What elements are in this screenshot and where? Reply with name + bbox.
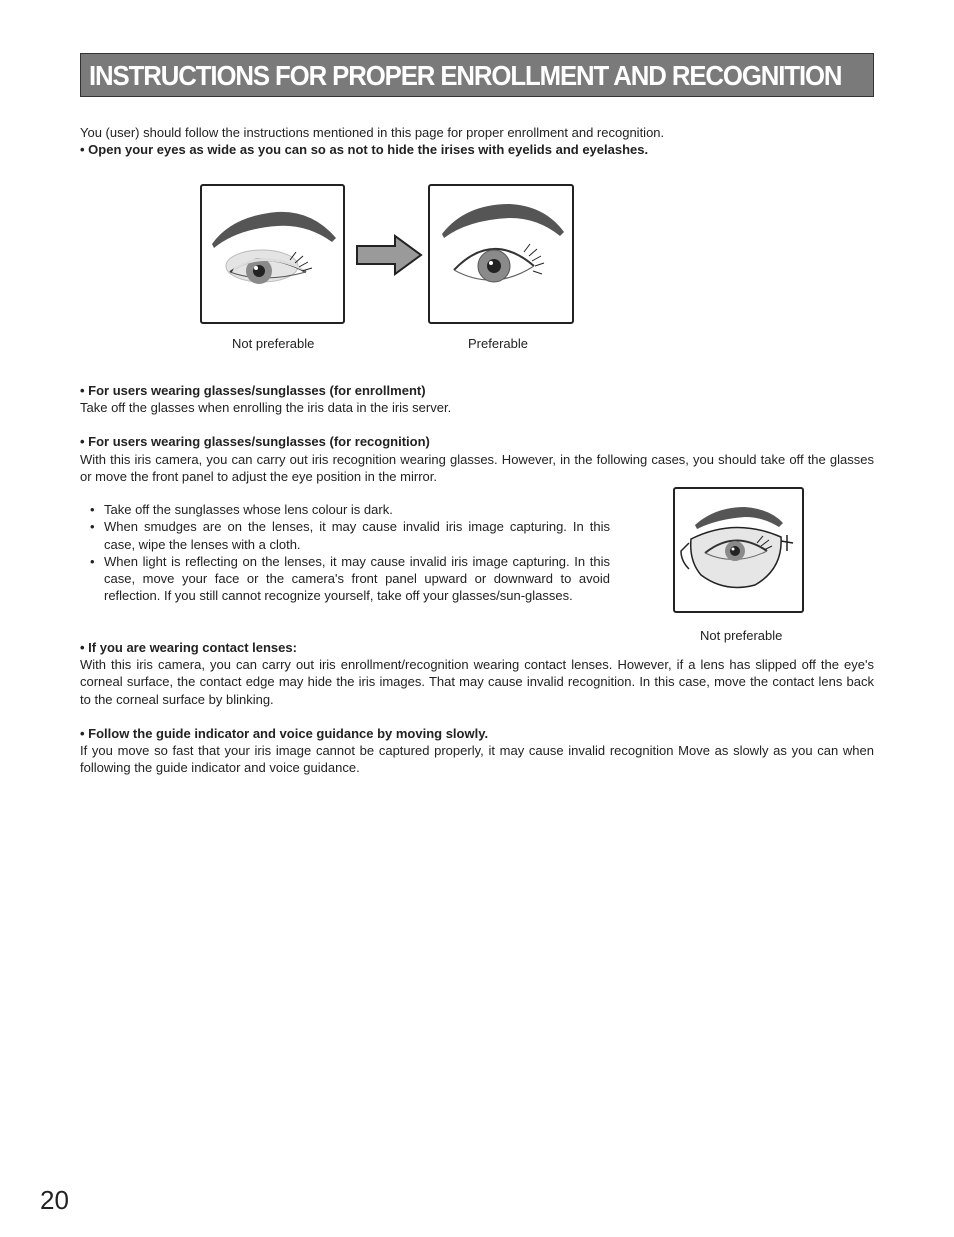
figure-eye-half-open <box>200 184 345 324</box>
caption-not-preferable: Not preferable <box>232 336 315 351</box>
intro-text: You (user) should follow the instructions mentioned in this page for proper enrollment and recognition. <box>80 125 665 140</box>
caption-preferable: Preferable <box>468 336 528 351</box>
figure-eye-wide-open <box>428 184 574 324</box>
page-title: INSTRUCTIONS FOR PROPER ENROLLMENT AND RECOGNITION <box>89 60 842 91</box>
list-item: • Take off the sunglasses whose lens colour is dark. <box>90 502 393 517</box>
recognition-bullet-list <box>88 501 610 605</box>
eye-half-open-illustration <box>202 186 343 322</box>
arrow-right-icon <box>355 234 425 276</box>
recognition-heading: • For users wearing glasses/sunglasses (for recognition) <box>80 434 430 449</box>
title-bar <box>80 53 874 97</box>
eye-glasses-illustration <box>675 489 802 611</box>
enrollment-body: Take off the glasses when enrolling the iris data in the iris server. <box>80 400 452 415</box>
guide-body: If you move so fast that your iris image cannot be captured properly, it may cause invalid recognition Move as slowly as you can when following the guide indicator and voice guidance. <box>80 743 874 776</box>
contact-heading: • If you are wearing contact lenses: <box>80 640 297 655</box>
enrollment-heading: • For users wearing glasses/sunglasses (for enrollment) <box>80 383 426 398</box>
recognition-body: With this iris camera, you can carry out iris recognition wearing glasses. However, in the following cases, you should take off the glasses or move the front panel to adjust the eye position in the mirror. <box>80 452 874 485</box>
contact-body: With this iris camera, you can carry out iris enrollment/recognition wearing contact lenses. However, if a lens has slipped off the eye's corneal surface, the contact edge may hide the iris images. That may cause invalid recognition. In this case, move the contact lens back to the corneal surface by blinking. <box>80 657 874 707</box>
caption-glasses-not-preferable: Not preferable <box>700 628 783 643</box>
list-item: • When smudges are on the lenses, it may cause invalid iris image capturing. In this case, wipe the lenses with a cloth. <box>90 519 610 552</box>
intro-bold-text: • Open your eyes as wide as you can so as not to hide the irises with eyelids and eyelashes. <box>80 142 649 157</box>
figure-eye-with-glasses <box>673 487 804 613</box>
page-number: 20 <box>40 1185 69 1215</box>
guide-heading: • Follow the guide indicator and voice guidance by moving slowly. <box>80 726 489 741</box>
eye-wide-open-illustration <box>430 186 572 322</box>
list-item: • When light is reflecting on the lenses, it may cause invalid iris image capturing. In this case, move your face or the camera's front panel upward or downward to avoid reflection. If you still cannot recognize yourself, take off your glasses/sun-glasses. <box>90 553 610 604</box>
